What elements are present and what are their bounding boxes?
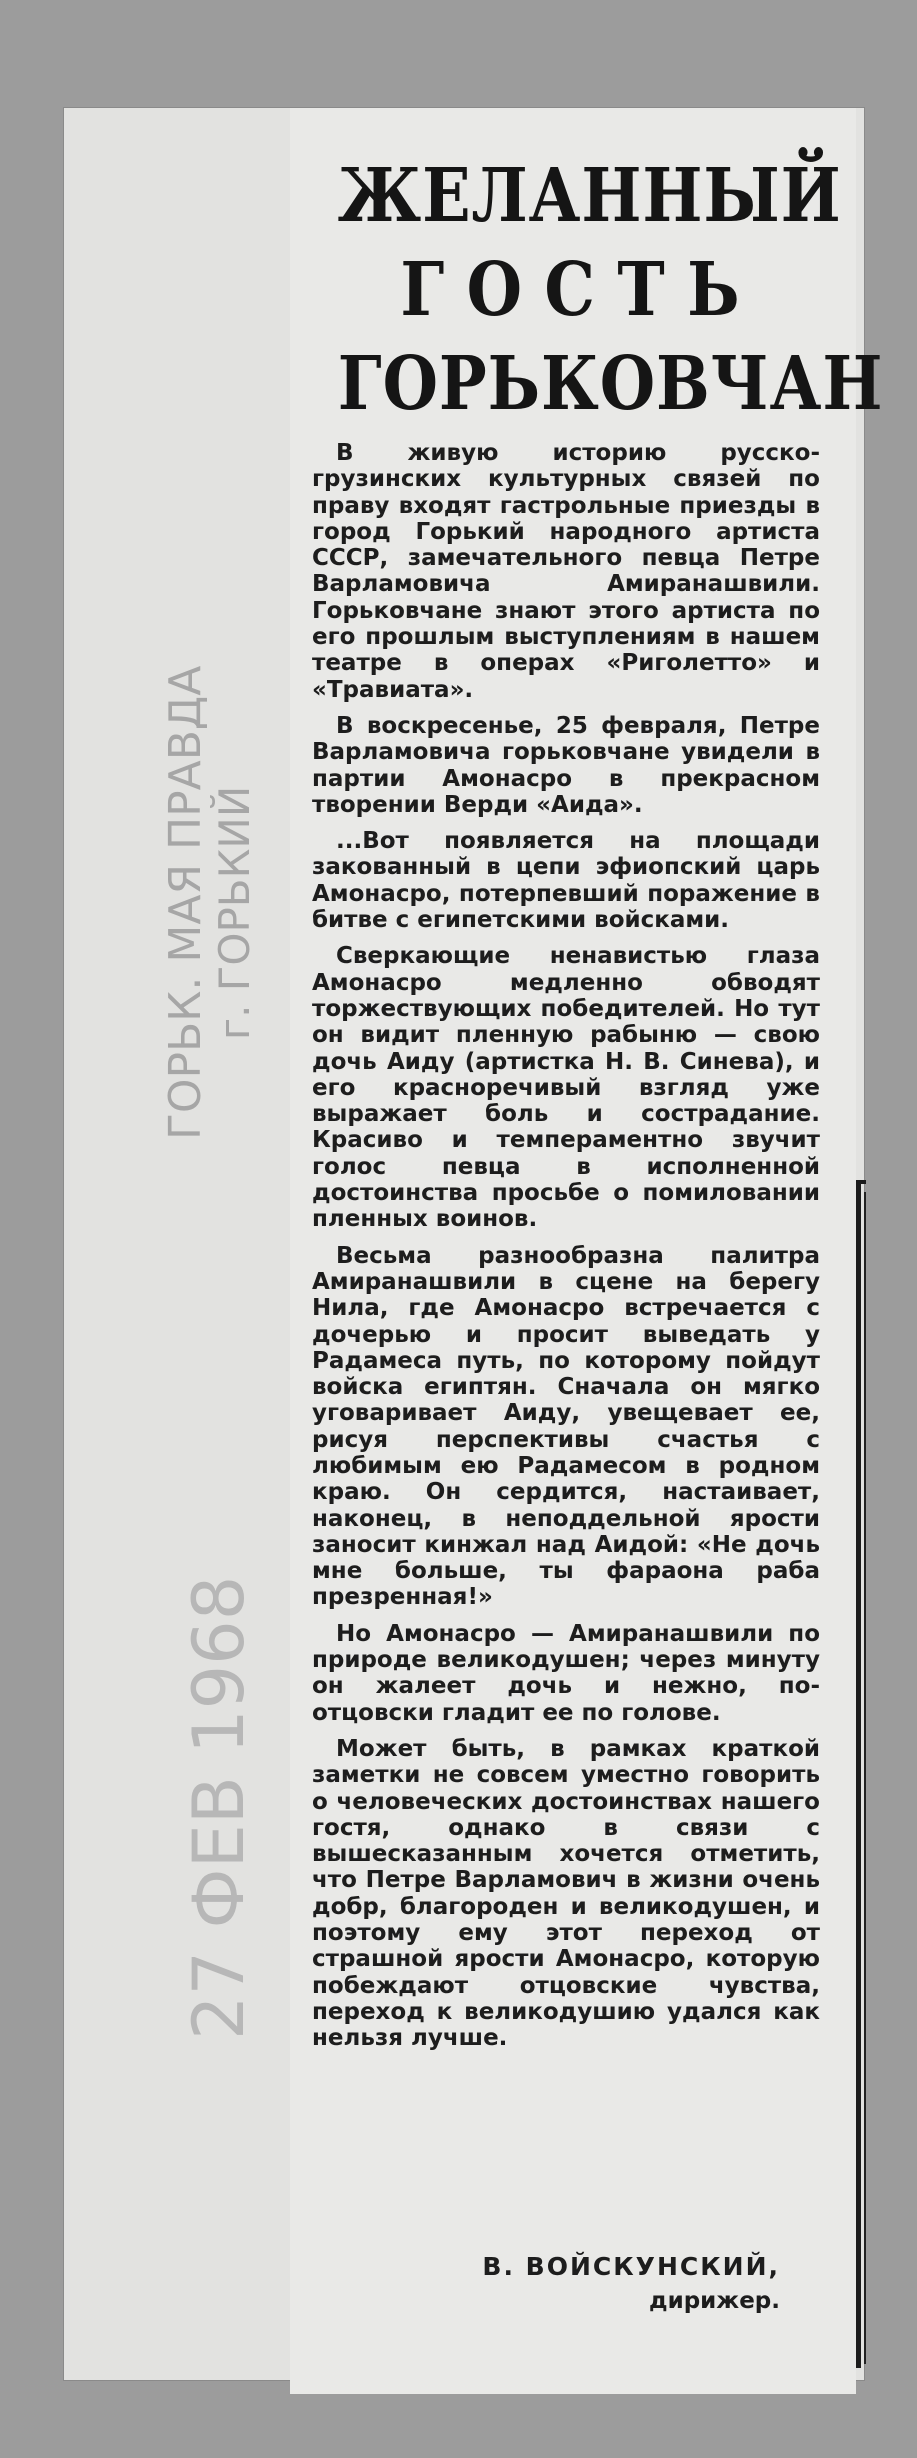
headline-line-1: ЖЕЛАННЫЙ <box>337 153 842 239</box>
clipping-border <box>856 1180 861 2368</box>
clipping-border <box>864 1192 866 2364</box>
article-paragraph: Весьма разнообразна палитра Амиранашвили в сцене на берегу Нила, где Амонасро встречается с дочерью и просит выведать у Радамеса путь, по которому пойдут войска египтян. Сначала он мягко уговаривает Аиду, увещевает ее, рисуя перспективы счастья с любимым ею Радамесом в родном краю. Он сердится, настаивает, наконец, в неподдельной ярости заносит кинжал над Аидой: «Не дочь мне больше, ты фараона раба презренная!» <box>312 1242 820 1611</box>
author-name: В. ВОЙСКУНСКИЙ, <box>482 2252 780 2281</box>
author-signature <box>312 2250 780 2318</box>
headline-line-2: ГОСТЬ <box>400 247 763 333</box>
article-paragraph: Сверкающие ненавистью глаза Амонасро медленно обводят торжествующих победителей. Но тут он видит пленную рабыню — свою дочь Аиду (артистка Н. В. Синева), и его красноречивый взгляд уже выражает боль и сострадание. Красиво и темпераментно звучит голос певца в исполненной достоинства просьбе о помиловании пленных воинов. <box>312 943 820 1233</box>
article-paragraph: Может быть, в рамках краткой заметки не совсем уместно говорить о человеческих достоинствах нашего гостя, однако в связи с вышесказанным хочется отметить, что Петре Варламович в жизни очень добр, благороден и великодушен, и поэтому ему этот переход от страшной ярости Амонасро, которую побеждают отцовские чувства, переход к великодушию удался как нельзя лучше. <box>312 1735 820 2052</box>
article-paragraph: В живую историю русско-грузинских культурных связей по праву входят гастрольные приезды в город Горький народного артиста СССР, замечательного певца Петре Варламовича Амиранашвили. Горьковчане знают этого артиста по его прошлым выступлениям в нашем театре в операх «Риголетто» и «Травиата». <box>312 440 820 703</box>
article-paragraph: Но Амонасро — Амиранашвили по природе великодушен; через минуту он жалеет дочь и нежно, по-отцовски гладит ее по голове. <box>312 1620 820 1726</box>
archive-stamp-date: 27 ФЕВ 1968 <box>178 1575 260 2040</box>
article-headline <box>337 150 884 430</box>
headline-line-3: ГОРЬКОВЧАН <box>337 341 884 427</box>
article-paragraph: В воскресенье, 25 февраля, Петре Варламовича горьковчане увидели в партии Амонасро в прекрасном творении Верди «Аида». <box>312 712 820 818</box>
author-role: дирижер. <box>649 2288 780 2314</box>
article-body <box>312 440 820 2062</box>
archive-stamp-source: ГОРЬК. МАЯ ПРАВДА <box>160 665 211 1140</box>
archive-stamp-city: г. ГОРЬКИЙ <box>210 785 259 1040</box>
article-paragraph: ...Вот появляется на площади закованный в цепи эфиопский царь Амонасро, потерпевший поражение в битве с египетскими войсками. <box>312 828 820 934</box>
